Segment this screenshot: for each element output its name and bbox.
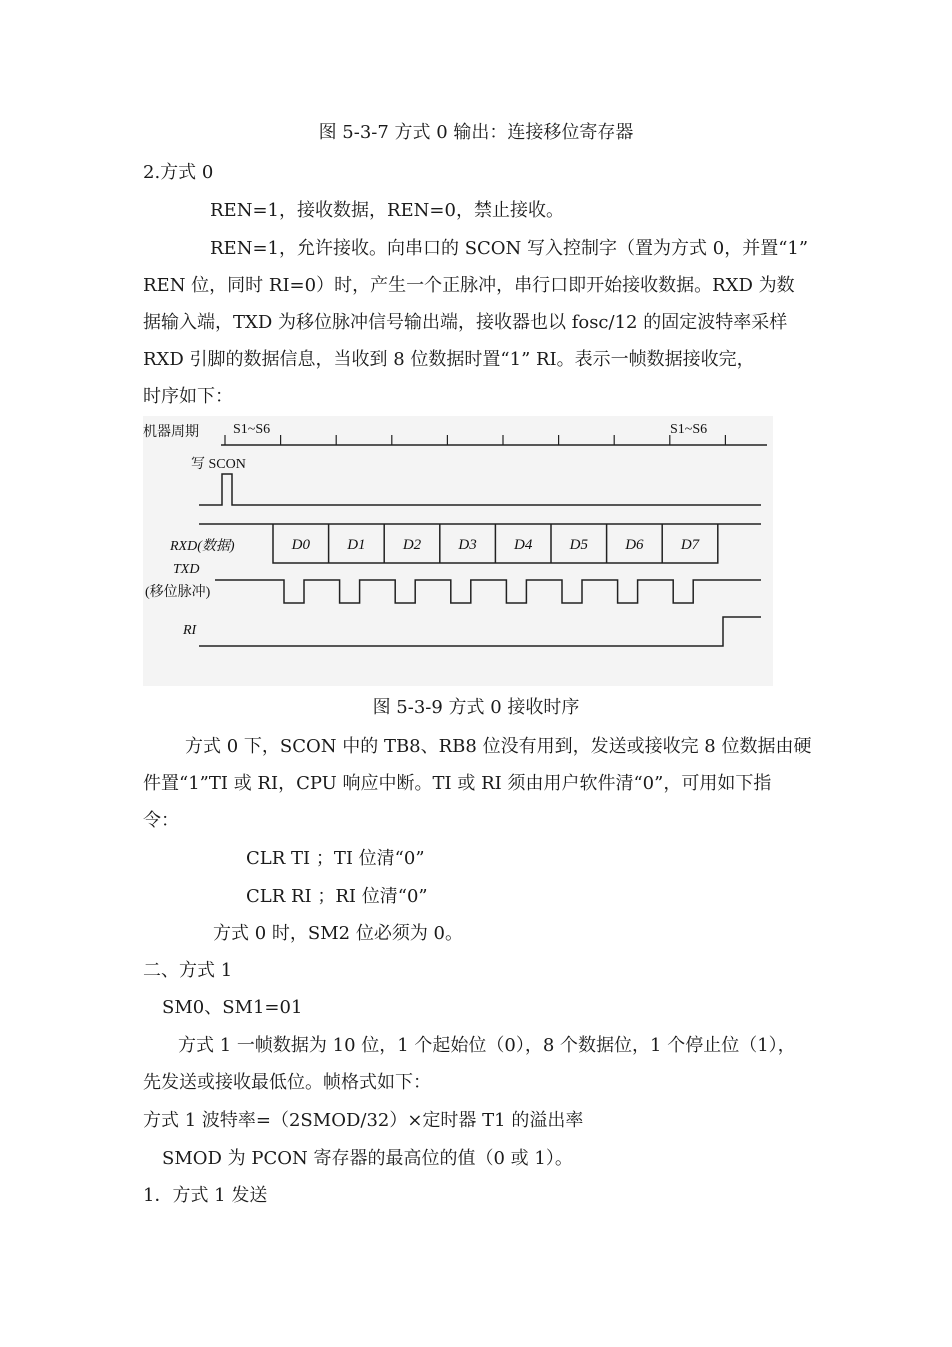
section-heading-send: 1．方式 1 发送 bbox=[143, 1185, 268, 1206]
paragraph-line: 先发送或接收最低位。帧格式如下： bbox=[143, 1072, 431, 1093]
paragraph-line: RXD 引脚的数据信息，当收到 8 位数据时置“1” RI。表示一帧数据接收完， bbox=[143, 349, 755, 370]
txd-sub-label: (移位脉冲) bbox=[145, 585, 211, 600]
sm2-line: 方式 0 时，SM2 位必须为 0。 bbox=[213, 923, 464, 944]
paragraph-line: 方式 1 一帧数据为 10 位，1 个起始位（0），8 个数据位，1 个停止位（1）， bbox=[178, 1035, 796, 1056]
write-scon-label: 写 SCON bbox=[191, 457, 246, 472]
paragraph-line: 时序如下： bbox=[143, 386, 233, 407]
paragraph-line: 令： bbox=[143, 810, 179, 831]
paragraph-line: 据输入端，TXD 为移位脉冲信号输出端，接收器也以 fosc/12 的固定波特率采样 bbox=[143, 312, 788, 333]
rxd-data-bit: D7 bbox=[680, 537, 700, 553]
rxd-label: RXD(数据) bbox=[170, 539, 235, 554]
baud-rate-line: 方式 1 波特率=（2SMOD/32）×定时器 T1 的溢出率 bbox=[143, 1110, 584, 1131]
section-heading-mode1: 二、方式 1 bbox=[143, 960, 233, 981]
rxd-data-bit: D3 bbox=[458, 537, 477, 553]
section-heading-mode0: 2.方式 0 bbox=[143, 162, 214, 183]
timing-diagram bbox=[143, 416, 773, 686]
ren-line: REN=1，接收数据，REN=0，禁止接收。 bbox=[210, 200, 564, 221]
rxd-data-bit: D5 bbox=[569, 537, 588, 553]
rxd-data-bit: D2 bbox=[402, 537, 422, 553]
paragraph-line: 方式 0 下，SCON 中的 TB8、RB8 位没有用到，发送或接收完 8 位数据由硬 bbox=[185, 736, 812, 757]
rxd-data-bit: D1 bbox=[347, 537, 366, 553]
figure-caption: 图 5-3-9 方式 0 接收时序 bbox=[372, 697, 580, 718]
paragraph-line: 件置“1”TI 或 RI，CPU 响应中断。TI 或 RI 须由用户软件清“0”，可用如下指 bbox=[143, 773, 772, 794]
paragraph-line: REN 位，同时 RI=0）时，产生一个正脉冲，串行口即开始接收数据。RXD 为数 bbox=[143, 275, 795, 296]
timing-diagram-svg bbox=[143, 416, 773, 686]
paragraph-line: REN=1，允许接收。向串口的 SCON 写入控制字（置为方式 0，并置“1” bbox=[210, 238, 809, 259]
rxd-data-bit: D4 bbox=[514, 537, 533, 553]
smod-line: SMOD 为 PCON 寄存器的最高位的值（0 或 1）。 bbox=[162, 1148, 573, 1169]
machine-cycle-label: 机器周期 bbox=[143, 425, 199, 440]
rxd-data-bit: D6 bbox=[625, 537, 644, 553]
sm-line: SM0、SM1=01 bbox=[162, 997, 303, 1018]
s1s6-left-label: S1~S6 bbox=[233, 422, 271, 437]
ri-label: RI bbox=[183, 623, 197, 638]
txd-label: TXD bbox=[173, 562, 200, 577]
figure-caption-top: 图 5-3-7 方式 0 输出：连接移位寄存器 bbox=[318, 122, 634, 143]
code-line: CLR RI ；RI 位清“0” bbox=[246, 886, 428, 907]
rxd-data-bit: D0 bbox=[291, 537, 310, 553]
s1s6-right-label: S1~S6 bbox=[670, 422, 708, 437]
code-line: CLR TI ；TI 位清“0” bbox=[246, 848, 425, 869]
